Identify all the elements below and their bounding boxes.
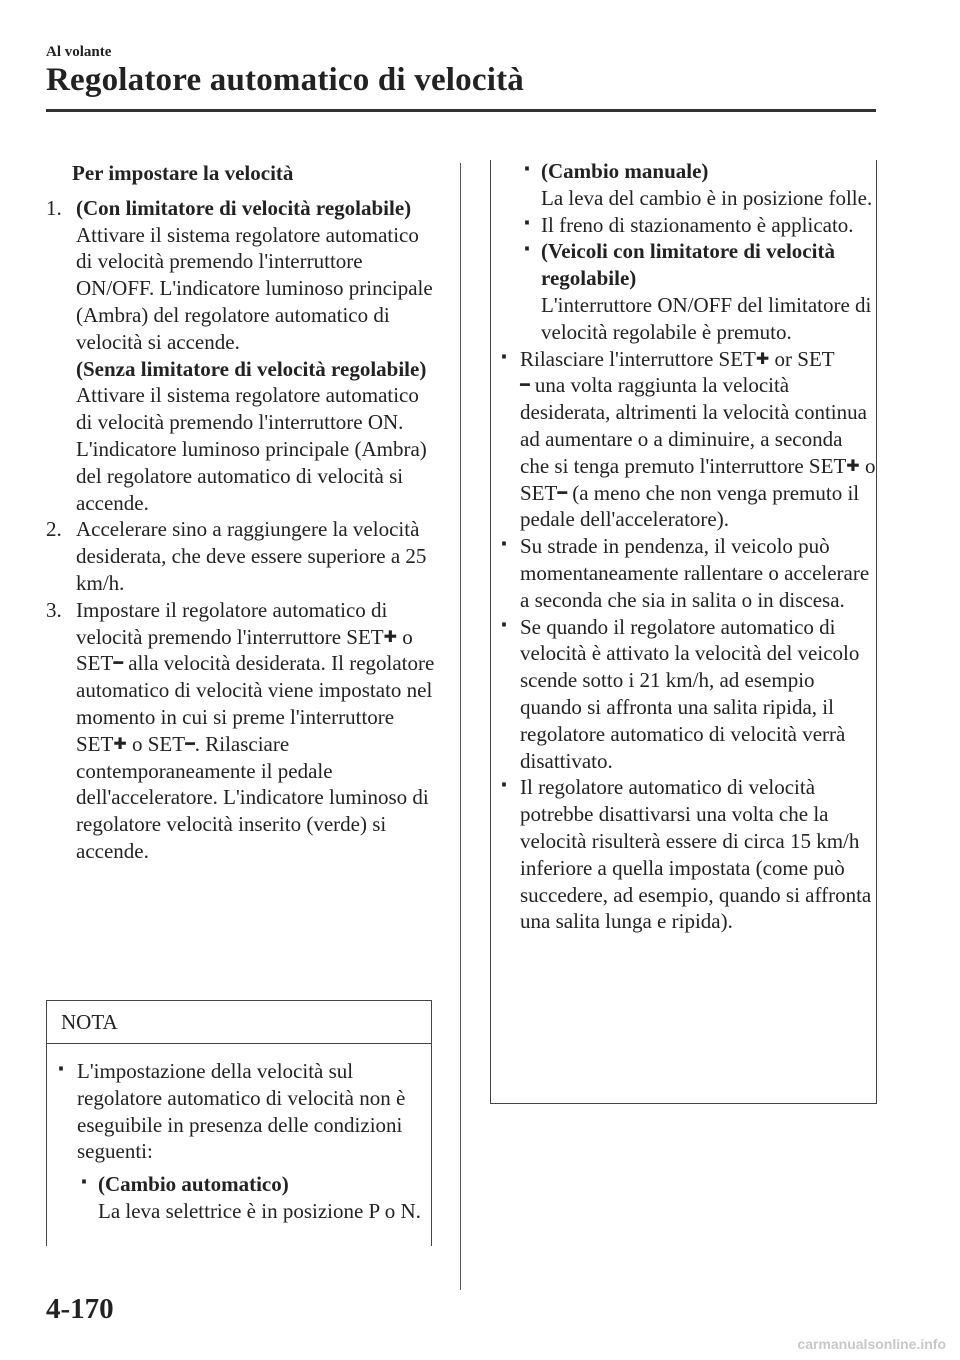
bullet-icon: · xyxy=(500,532,508,557)
minus-icon: ━ xyxy=(557,482,567,502)
note-heading: NOTA xyxy=(47,1001,431,1044)
step-3 xyxy=(46,597,436,865)
step-1-text-b: Attivare il sistema regolatore automatico di velocità premendo l'interruttore ON. L'indicatore luminoso principale (Ambra) del regolatore automatico di velocità si accende. xyxy=(76,383,427,515)
note-sub-bullet xyxy=(47,1171,431,1225)
step-1-condition-b: (Senza limitatore di velocità regolabile) xyxy=(76,356,427,381)
subheading: Per impostare la velocità xyxy=(72,161,294,185)
step-number: 2. xyxy=(46,517,62,542)
note-intro: L'impostazione della velocità sul regolatore automatico di velocità non è eseguibile in presenza delle condizioni seguenti: xyxy=(77,1059,406,1164)
minus-icon: ━ xyxy=(520,375,530,395)
note-bullet xyxy=(490,614,876,775)
plus-icon: ✚ xyxy=(846,455,860,475)
note-bullet xyxy=(490,346,876,534)
manual-transmission-title: (Cambio manuale) xyxy=(541,159,709,183)
bullet-icon: · xyxy=(523,237,531,262)
parking-brake-text: Il freno di stazionamento è applicato. xyxy=(541,212,854,237)
low-speed-text: Se quando il regolatore automatico di velocità è attivato la velocità del veicolo scende sotto i 21 km/h, ad esempio quando si affronta una salita ripida, il regolatore automatico di velocità verrà disattivato. xyxy=(520,614,860,773)
manual-transmission-text: La leva del cambio è in posizione folle. xyxy=(541,185,873,210)
step-1 xyxy=(46,195,436,517)
page-number: 4-170 xyxy=(46,1293,114,1325)
minus-icon: ━ xyxy=(113,653,123,673)
bullet-icon: · xyxy=(80,1170,88,1195)
step-1-text-a: Attivare il sistema regolatore automatico di velocità premendo l'interruttore ON/OFF. L'indicatore luminoso principale (Ambra) del regolatore automatico di velocità si accende. xyxy=(76,222,433,354)
step-1-condition-a: (Con limitatore di velocità regolabile) xyxy=(76,195,412,220)
text-run: o SET xyxy=(76,624,413,676)
bullet-icon: · xyxy=(523,210,531,235)
limiter-title: (Veicoli con limitatore di velocità regolabile) xyxy=(541,239,835,291)
left-column xyxy=(46,160,436,865)
plus-icon: ✚ xyxy=(113,733,127,753)
auto-transmission-title: (Cambio automatico) xyxy=(98,1172,289,1197)
note-bullet xyxy=(490,533,876,613)
text-run: o SET xyxy=(126,731,186,756)
column-divider xyxy=(460,163,461,1290)
bullet-icon: · xyxy=(57,1057,65,1081)
text-run: Rilasciare l'interruttore SET xyxy=(520,346,756,371)
step-number: 3. xyxy=(46,597,62,622)
deactivate-text: Il regolatore automatico di velocità potrebbe disattivarsi una volta che la velocità risulterà essere di circa 15 km/h inferiore a quella impostata (come può succedere, ad esempio, quando si affronta una salita lunga e ripida). xyxy=(520,775,872,934)
step-number: 1. xyxy=(46,195,62,220)
note-sub-bullet xyxy=(490,158,876,212)
text-run: or SET xyxy=(769,346,835,371)
text-run: alla velocità desiderata. Il regolatore automatico di velocità viene impostato nel momento in cui si preme l'interruttore SET xyxy=(76,651,435,756)
minus-icon: ━ xyxy=(185,733,195,753)
watermark: carmanualsonline.info xyxy=(797,1336,946,1352)
title-rule xyxy=(46,109,876,112)
plus-icon: ✚ xyxy=(383,626,398,646)
note-bullet xyxy=(47,1058,431,1165)
slope-text: Su strade in pendenza, il veicolo può momentaneamente rallentare o accelerare a seconda che sia in salita o in discesa. xyxy=(520,534,870,612)
note-sub-bullet xyxy=(490,212,876,239)
auto-transmission-text: La leva selettrice è in posizione P o N. xyxy=(98,1198,421,1223)
note-sub-bullet xyxy=(490,238,876,345)
text-run: una volta raggiunta la velocità desiderata, altrimenti la velocità continua ad aumentare o a diminuire, a seconda che si tenga premuto l'interruttore SET xyxy=(520,373,867,478)
note-bullet xyxy=(490,774,876,935)
text-run: o SET xyxy=(520,453,876,505)
bullet-icon: · xyxy=(500,612,508,637)
page-title: Regolatore automatico di velocità xyxy=(46,62,524,98)
note-body xyxy=(47,1044,431,1225)
step-2-text: Accelerare sino a raggiungere la velocità desiderata, che deve essere superiore a 25 km/h. xyxy=(76,517,427,595)
plus-icon: ✚ xyxy=(755,348,770,368)
note-box xyxy=(46,1000,432,1246)
step-3-text xyxy=(76,597,436,865)
bullet-icon: · xyxy=(523,157,531,181)
text-run: . Rilasciare contemporaneamente il pedale dell'acceleratore. L'indicatore luminoso di regolatore velocità inserito (verde) si accende. xyxy=(76,731,429,863)
section-label: Al volante xyxy=(46,44,112,60)
limiter-text: L'interruttore ON/OFF del limitatore di velocità regolabile è premuto. xyxy=(541,292,872,344)
bullet-icon: · xyxy=(500,773,508,798)
text-run: Impostare il regolatore automatico di velocità premendo l'interruttore SET xyxy=(76,597,388,649)
step-2 xyxy=(46,516,436,596)
text-run: (a meno che non venga premuto il pedale dell'acceleratore). xyxy=(520,480,860,532)
right-column xyxy=(490,158,876,935)
bullet-icon: · xyxy=(500,344,508,369)
